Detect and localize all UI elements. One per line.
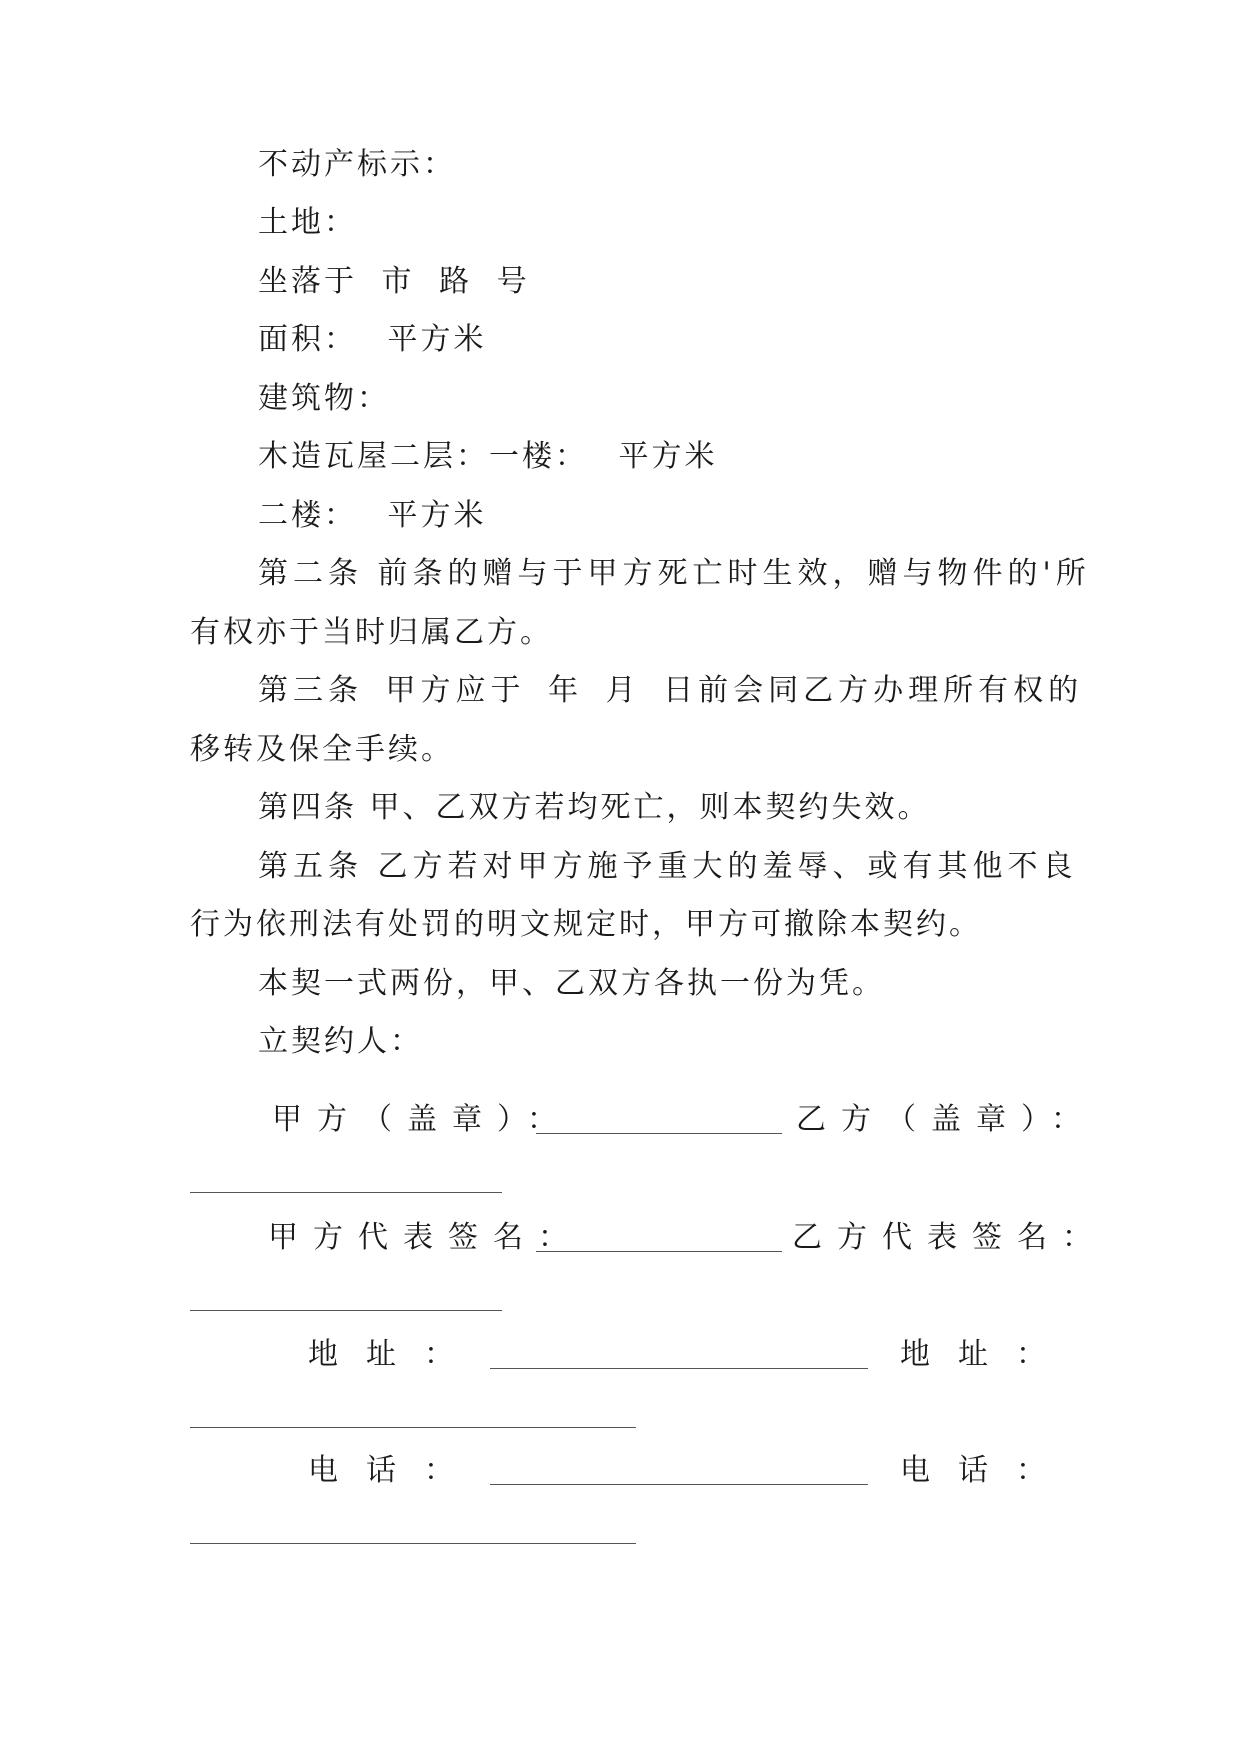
article-5-line-2: 行为依刑法有处罚的明文规定时，甲方可撤除本契约。 (190, 907, 982, 942)
second-floor-line: 二楼： 平方米 (258, 498, 487, 533)
phone-b-label: 电话： (900, 1453, 1074, 1488)
phone-b-blank[interactable] (190, 1543, 636, 1544)
party-b-seal-label: 乙方（盖章）： (796, 1102, 1096, 1137)
article-3-line-2: 移转及保全手续。 (190, 732, 454, 767)
phone-a-label: 电话： (308, 1453, 482, 1488)
phone-a-blank[interactable] (490, 1484, 868, 1485)
land-label: 土地： (258, 205, 357, 240)
article-4-line: 第四条 甲、乙双方若均死亡，则本契约失效。 (258, 790, 931, 825)
copies-line: 本契一式两份，甲、乙双方各执一份为凭。 (258, 966, 885, 1001)
address-a-label: 地址： (308, 1337, 482, 1372)
party-b-seal-blank[interactable] (190, 1192, 502, 1193)
first-floor-line: 木造瓦屋二层：一楼： 平方米 (258, 439, 718, 474)
address-a-blank[interactable] (490, 1368, 868, 1369)
article-3-line-1: 第三条 甲方应于 年 月 日前会同乙方办理所有权的 (258, 673, 1084, 708)
party-a-rep-blank[interactable] (536, 1251, 782, 1252)
article-2-line-2: 有权亦于当时归属乙方。 (190, 615, 553, 650)
address-b-blank[interactable] (190, 1427, 636, 1428)
address-b-label: 地址： (900, 1337, 1074, 1372)
party-a-seal-blank[interactable] (536, 1133, 782, 1134)
building-label: 建筑物： (258, 381, 390, 416)
area-line: 面积： 平方米 (258, 322, 487, 357)
location-line: 坐落于 市 路 号 (258, 264, 530, 299)
party-b-rep-label: 乙方代表签名： (792, 1220, 1107, 1255)
party-a-seal-label: 甲方（盖章）： (272, 1102, 572, 1137)
article-2-line-1: 第二条 前条的赠与于甲方死亡时生效，赠与物件的'所 (258, 556, 1091, 591)
contracting-parties-label: 立契约人： (258, 1024, 423, 1059)
party-b-rep-blank[interactable] (190, 1310, 502, 1311)
party-a-rep-label: 甲方代表签名： (268, 1220, 583, 1255)
property-heading: 不动产标示： (258, 147, 456, 182)
article-5-line-1: 第五条 乙方若对甲方施予重大的羞辱、或有其他不良 (258, 849, 1078, 884)
